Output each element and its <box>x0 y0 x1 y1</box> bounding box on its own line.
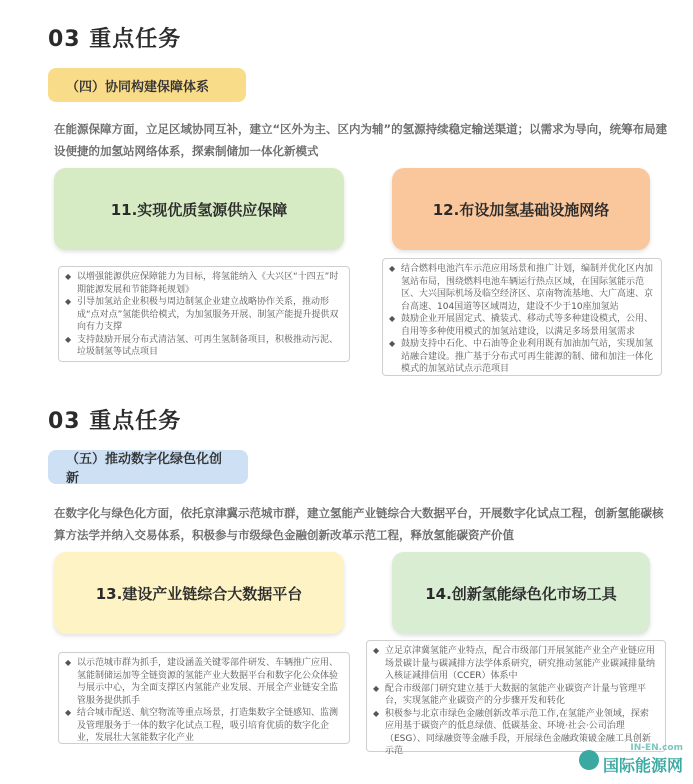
diamond-bullet-icon: ◆ <box>389 314 396 323</box>
subtitle-pill: （五）推动数字化绿色化创新 <box>48 450 248 484</box>
bullet-text: 积极参与北京市绿色金融创新改革示范工作,在氢能产业领域，探索应用基于碳资产的低息绿债、低碳基金、环境·社会·公司治理（ESG）、同绿融资等金融手段，开展绿色金融政策破金融工具创新示范 <box>385 708 651 756</box>
diamond-bullet-icon: ◆ <box>373 646 380 655</box>
section-title: 03 重点任务 <box>48 27 182 52</box>
diamond-bullet-icon: ◆ <box>65 334 72 344</box>
bullet-list-14 <box>366 640 666 756</box>
bullet-item <box>389 263 653 313</box>
bullet-list-13 <box>58 652 350 744</box>
diamond-bullet-icon: ◆ <box>65 658 72 667</box>
diamond-bullet-icon: ◆ <box>389 264 396 273</box>
watermark-url: IN-EN.com <box>630 743 683 753</box>
site-watermark <box>579 743 683 776</box>
diamond-bullet-icon: ◆ <box>373 683 380 693</box>
bullet-text: 以示范城市群为抓手，建设涵盖关键零部件研发、车辆推广应用、氢能制储运加等全链资源的氢能产业大数据平台和数字化公众体验与展示中心，为全面支撑区内氢能产业发展、开展全产业链安全监管服务提供抓手 <box>77 658 339 706</box>
diamond-bullet-icon: ◆ <box>65 272 72 281</box>
bullet-item <box>389 338 653 376</box>
diamond-bullet-icon: ◆ <box>389 339 396 348</box>
watermark-brand: 国际能源网 <box>602 756 683 775</box>
bullet-text: 引导加氢站企业积极与周边制氢企业建立战略协作关系，推动形成“点对点”氢能供给模式，为加氢服务开展、制氢产能提升提供双向有力支撑 <box>77 297 339 332</box>
intro-text: 在数字化与绿色化方面，依托京津冀示范城市群，建立氢能产业链综合大数据平台，开展数字化试点工程，创新氢能碳核算方法学并纳入交易体系，积极参与市级绿色金融创新改革示范工程，释放氢能碳资产价值 <box>54 506 664 542</box>
bullet-list-11 <box>58 266 350 362</box>
subtitle-pill: （四）协同构建保障体系 <box>48 68 246 102</box>
bullet-list-12 <box>382 258 662 376</box>
bullet-text: 鼓励支持中石化、中石油等企业利用既有加油加气站，实现加氢站融合建设。推广基于分布式可再生能源的制、储和加注一体化模式的加氢站试点示范项目 <box>401 339 654 374</box>
bullet-item <box>65 657 341 707</box>
task-card-12: 12.布设加氢基础设施网络 <box>392 168 650 250</box>
bullet-item <box>389 313 653 338</box>
bullet-item <box>65 707 341 745</box>
bullet-text: 结合城市配送、航空物流等重点场景，打造集数字全链感知、监测及管理服务于一体的数字化试点工程，吸引培育优质的数字化企业，发展壮大氢能数字化产业 <box>77 708 339 743</box>
bullet-text: 支持鼓励开展分布式清洁氢、可再生氢制备项目，积极推动污泥、垃圾制氢等试点项目 <box>77 334 339 357</box>
diamond-bullet-icon: ◆ <box>373 708 380 718</box>
bullet-text: 结合燃料电池汽车示范应用场景和推广计划，编制并优化区内加氢站布局，围绕燃料电池车辆运行热点区域，在国际氢能示范区、大兴国际机场及临空经济区、京南物流基地、大广高速、京台高速、104国道等区域周边，建设不少于10座加氢站 <box>401 264 654 312</box>
bullet-item <box>373 645 657 683</box>
bullet-text: 以增强能源供应保障能力为目标，将氢能纳入《大兴区“十四五”时期能源发展和节能降耗规划》 <box>77 272 339 295</box>
task-card-13: 13.建设产业链综合大数据平台 <box>54 552 344 634</box>
bullet-item <box>65 296 341 334</box>
diamond-bullet-icon: ◆ <box>65 297 72 306</box>
bullet-item <box>373 683 657 708</box>
bullet-text: 鼓励企业开展固定式、撬装式、移动式等多种建设模式，公用、自用等多种使用模式的加氢站建设，以满足多场景用氢需求 <box>401 314 654 337</box>
bullet-text: 立足京津冀氢能产业特点，配合市级部门开展氢能产业全产业链应用场景碳计量与碳减排方法学体系研究，研究推动氢能产业碳减排量纳入核证减排信用（CCER）体系中 <box>385 646 656 681</box>
logo-icon <box>579 750 599 770</box>
bullet-item <box>65 334 341 359</box>
intro-text: 在能源保障方面，立足区域协同互补，建立“区外为主、区内为辅”的氢源持续稳定输送渠道；以需求为导向，统筹布局建设便捷的加氢站网络体系，探索制储加一体化新模式 <box>54 122 668 158</box>
task-card-14: 14.创新氢能绿色化市场工具 <box>392 552 650 634</box>
diamond-bullet-icon: ◆ <box>65 708 72 717</box>
section-title: 03 重点任务 <box>48 409 182 434</box>
bullet-text: 配合市级部门研究建立基于大数据的氢能产业碳资产计量与管理平台，实现氢能产业碳资产的分步骤开发和转化 <box>385 683 647 706</box>
task-card-11: 11.实现优质氢源供应保障 <box>54 168 344 250</box>
bullet-item <box>65 271 341 296</box>
